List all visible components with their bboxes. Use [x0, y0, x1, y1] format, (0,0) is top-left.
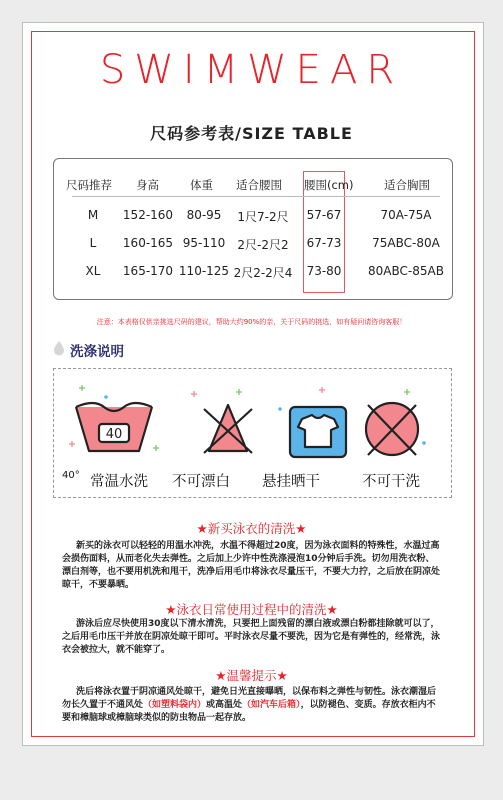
row-l-waist: 67-73: [306, 236, 342, 250]
row-m-fit-waist: 1尺7-2尺: [237, 210, 289, 224]
hang-dry-icon: [290, 407, 346, 457]
wash-label: 常温水洗: [90, 474, 148, 490]
header-height: 身高: [136, 178, 159, 192]
no-bleach-label: 不可漂白: [172, 474, 230, 490]
wash-section-title: [52, 340, 192, 360]
size-table: [53, 158, 453, 300]
row-l-height: 160-165: [122, 236, 174, 250]
section-daily-wash-text: 游泳后应尽快使用30度以下清水清洗，只要把上面残留的漂白液或漂白粉都挂除就可以了，之后用毛巾压干并放在阴凉处晾干即可。平时泳衣尽量不要洗，因为它是有弹性的，经常洗，泳衣会被拉大，就不能穿了。: [62, 619, 441, 655]
water-drop-icon: [52, 340, 66, 356]
header-waist-cm: 腰围(cm): [304, 178, 354, 192]
size-note: 注意：本表格仅供亲挑选尺码的建议，帮助大约90%的亲，关于尺码的挑选，如有疑问请咨询客服！: [96, 318, 407, 326]
row-m-height: 152-160: [122, 208, 174, 222]
header-fit-bust: 适合胸围: [384, 178, 430, 192]
row-l-bust: 75ABC-80A: [372, 236, 440, 250]
svg-text:40: 40: [105, 427, 123, 442]
header-size: 尺码推荐: [66, 178, 112, 192]
header-fit-waist: 适合腰围: [236, 178, 282, 192]
no-bleach-icon: [204, 405, 252, 453]
header-divider: [72, 196, 440, 197]
tips-text-c: ，以防褪色、变质。存放衣柜内不要和樟脑球或樟脑球类似的防虫物品一起存放。: [62, 700, 436, 723]
row-l-weight: 95-110: [182, 236, 226, 250]
row-m-waist: 57-67: [306, 208, 342, 222]
row-xl-waist: 73-80: [306, 264, 342, 278]
section-tips-heading: ★温馨提示★: [215, 668, 288, 683]
page-subtitle: 尺码参考表/SIZE TABLE: [150, 124, 353, 143]
wash-title-text: 洗涤说明: [70, 344, 124, 360]
section-new-wash-heading: ★新买泳衣的清洗★: [196, 521, 307, 536]
row-xl-fit-waist: 2尺2-2尺4: [233, 266, 293, 280]
row-m-bust: 70A-75A: [380, 208, 432, 222]
section-new-wash-text: 新买的泳衣可以轻轻的用温水冲洗，水温不得超过20度，因为泳衣面料的特殊性，水温过高会损伤面料，从而老化失去弹性。之后加上少许中性洗涤浸泡10分钟后手洗。切勿用洗衣粉、漂白剂等，也不要用机洗和甩干，洗净后用毛巾将泳衣尽量压干，不要大力拧，之后放在阴凉处晾干，不要暴晒。: [62, 541, 441, 590]
header-weight: 体重: [190, 178, 213, 192]
row-m-weight: 80-95: [186, 208, 222, 222]
page-title: SWIMWEAR: [99, 47, 404, 93]
tips-highlight-car: （如汽车后箱）: [242, 700, 301, 710]
section-tips-text: [62, 686, 440, 725]
row-xl-size: XL: [85, 264, 101, 278]
row-l-fit-waist: 2尺-2尺2: [237, 238, 289, 252]
row-xl-weight: 110-125: [178, 264, 230, 278]
wash-40-icon: [76, 403, 152, 451]
tips-text-a: 洗后将泳衣置于阴凉通风处晾干，避免日光直接曝晒，以保布料之弹性与韧性。泳衣潮湿后勿长久置于不通风处: [62, 687, 437, 710]
tips-highlight-plastic: （如塑料袋内）: [143, 700, 207, 710]
section-daily-wash-heading: ★泳衣日常使用过程中的清洗★: [165, 602, 338, 617]
hang-dry-label: 悬挂晒干: [262, 474, 320, 490]
wash-temp-prefix: 40°: [62, 470, 80, 481]
row-xl-height: 165-170: [122, 264, 174, 278]
no-dry-clean-icon: [366, 403, 418, 455]
no-dry-clean-label: 不可干洗: [362, 474, 420, 490]
row-xl-bust: 80ABC-85AB: [368, 264, 444, 278]
tips-text-b: 或高温处: [206, 700, 243, 710]
row-l-size: L: [89, 236, 97, 250]
row-m-size: M: [87, 208, 99, 222]
